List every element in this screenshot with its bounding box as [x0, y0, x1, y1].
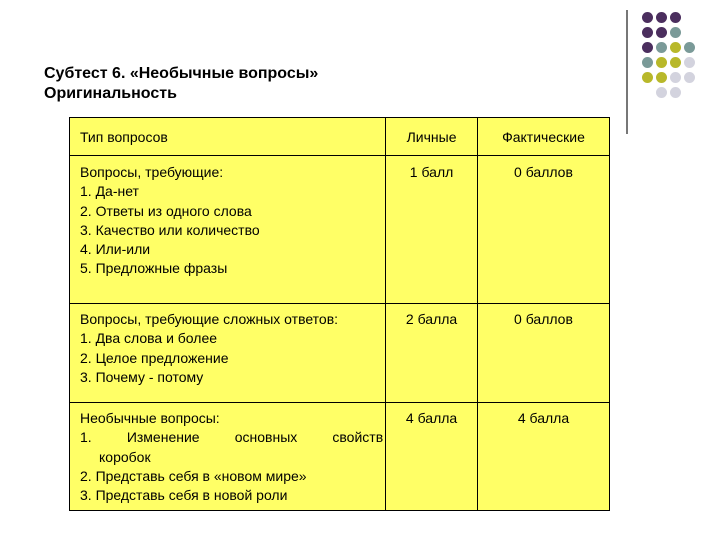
row1-question-cell — [70, 156, 386, 304]
slide-title — [44, 64, 318, 104]
row2-question-cell — [70, 304, 386, 403]
row2-line: 1. Два слова и более — [80, 330, 218, 347]
row1-line: 1. Да-нет — [80, 183, 139, 200]
decorative-dot — [670, 57, 681, 68]
decorative-dot — [670, 12, 681, 23]
header-personal: Личные — [386, 118, 478, 156]
decorative-dot — [684, 42, 695, 53]
decorative-dot — [642, 27, 653, 38]
decorative-dot — [642, 12, 653, 23]
row1-line: 2. Ответы из одного слова — [80, 202, 252, 219]
row3-justified-line — [80, 428, 385, 447]
decorative-dot — [670, 27, 681, 38]
decorative-dot — [656, 27, 667, 38]
header-question-type: Тип вопросов — [70, 118, 386, 156]
row1-line: 4. Или-или — [80, 241, 151, 258]
row3-line: Необычные вопросы: — [80, 410, 220, 426]
row3-line: 3. Представь себя в новой роли — [80, 487, 288, 504]
row1-line: 3. Качество или количество — [80, 221, 260, 238]
row3-line: коробок — [99, 448, 151, 465]
decorative-dot — [642, 42, 653, 53]
header-factual: Фактические — [477, 118, 609, 156]
scoring-table — [69, 117, 610, 511]
table-row — [70, 156, 610, 304]
decorative-dot — [656, 12, 667, 23]
table-header-row — [70, 118, 610, 156]
row3-line: 2. Представь себя в «новом мире» — [80, 467, 307, 484]
title-line-2: Оригинальность — [44, 85, 177, 102]
title-line-1: Субтест 6. «Необычные вопросы» — [44, 65, 319, 82]
decorative-dot — [656, 42, 667, 53]
decorative-vertical-line — [626, 10, 628, 134]
decorative-dot — [670, 87, 681, 98]
decorative-dot — [684, 72, 695, 83]
decorative-dot — [656, 72, 667, 83]
decorative-dot — [656, 57, 667, 68]
row3-factual-score: 4 балла — [477, 403, 609, 511]
row3-word: основных — [234, 429, 298, 446]
row1-factual-score: 0 баллов — [477, 156, 609, 304]
table-row — [70, 403, 610, 511]
decorative-dot — [684, 57, 695, 68]
row3-word: Изменение — [126, 429, 200, 446]
row2-line: 3. Почему - потому — [80, 368, 204, 385]
row3-word: 1. — [80, 429, 92, 446]
row2-line: Вопросы, требующие сложных ответов: — [80, 311, 339, 327]
decorative-dot-grid — [640, 10, 720, 120]
row3-question-cell — [70, 403, 386, 511]
row1-line: Вопросы, требующие: — [80, 164, 224, 180]
table-row — [70, 304, 610, 403]
row2-factual-score: 0 баллов — [477, 304, 609, 403]
decorative-dot — [642, 57, 653, 68]
row3-word: свойств — [332, 429, 384, 446]
row1-line: 5. Предложные фразы — [80, 260, 228, 277]
decorative-dot — [656, 87, 667, 98]
row2-personal-score: 2 балла — [386, 304, 478, 403]
decorative-dot — [670, 72, 681, 83]
decorative-dot — [642, 72, 653, 83]
decorative-dot — [670, 42, 681, 53]
row2-line: 2. Целое предложение — [80, 349, 229, 366]
row3-personal-score: 4 балла — [386, 403, 478, 511]
row1-personal-score: 1 балл — [386, 156, 478, 304]
